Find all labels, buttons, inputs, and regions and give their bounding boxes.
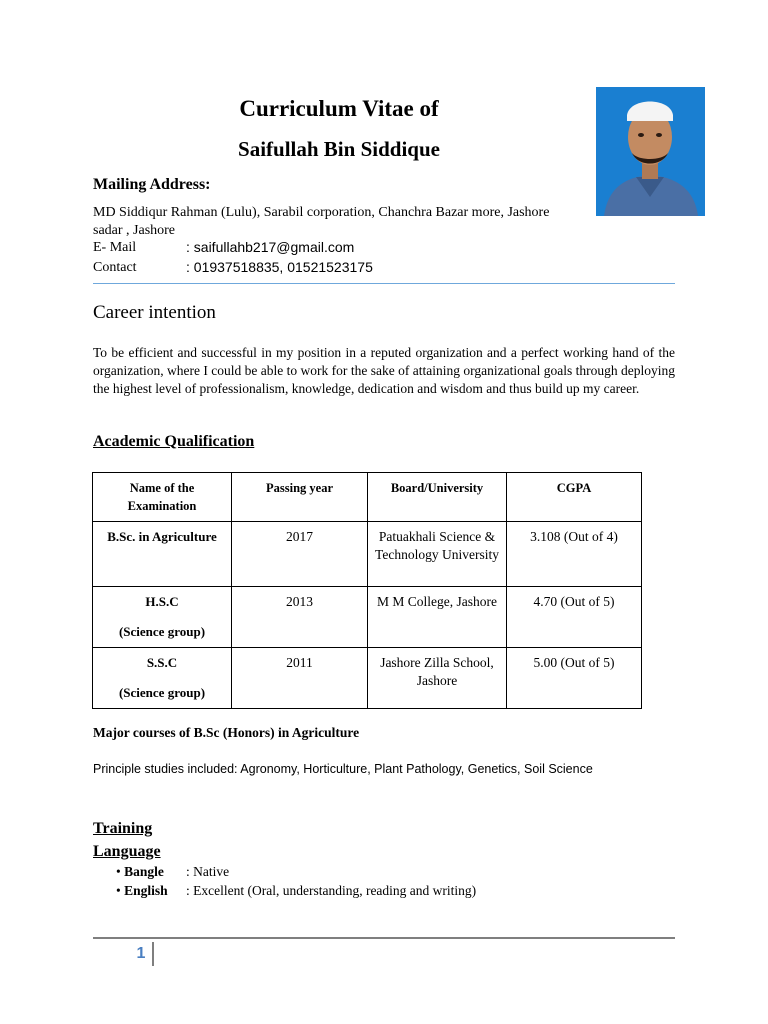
mailing-address-heading: Mailing Address: xyxy=(93,176,211,193)
table-row xyxy=(93,648,642,709)
board-university: Jashore Zilla School, Jashore xyxy=(368,648,507,709)
career-intention-heading: Career intention xyxy=(93,302,216,323)
address-line-2: sadar , Jashore xyxy=(93,223,176,238)
cv-name: Saifullah Bin Siddique xyxy=(238,137,440,161)
language-item xyxy=(116,864,164,880)
profile-photo xyxy=(596,87,705,216)
email-label: E- Mail xyxy=(93,240,137,255)
table-row xyxy=(93,522,642,587)
email-value: : saifullahb217@gmail.com xyxy=(186,239,355,255)
bullet-icon: • xyxy=(116,883,121,898)
passing-year: 2013 xyxy=(232,587,368,648)
column-header: CGPA xyxy=(507,473,642,522)
table-header-row xyxy=(93,473,642,522)
cgpa: 3.108 (Out of 4) xyxy=(507,522,642,587)
page-number: 1 xyxy=(130,942,154,966)
table-row xyxy=(93,587,642,648)
address-line-1: MD Siddiqur Rahman (Lulu), Sarabil corporation, Chanchra Bazar more, Jashore xyxy=(93,205,550,220)
exam-name: S.S.C (Science group) xyxy=(93,648,232,709)
major-courses-text: Principle studies included: Agronomy, Horticulture, Plant Pathology, Genetics, Soil Science xyxy=(93,762,593,776)
academic-table xyxy=(92,472,642,709)
board-university: M M College, Jashore xyxy=(368,587,507,648)
header-divider xyxy=(93,283,675,284)
career-intention-text: To be efficient and successful in my position in a reputed organization and a perfect working hand of the organization, where I could be able to work for the sake of attaining organizational goals through deploying the highest level of professionalism, knowledge, dedication and wisdom and thus build up my career. xyxy=(93,345,675,396)
board-university: Patuakhali Science & Technology University xyxy=(368,522,507,587)
footer-divider xyxy=(93,937,675,939)
column-header: Board/University xyxy=(368,473,507,522)
mailing-address xyxy=(93,204,593,240)
exam-name: H.S.C (Science group) xyxy=(93,587,232,648)
column-header: Name of the Examination xyxy=(93,473,232,522)
language-name: Bangle xyxy=(124,864,164,879)
language-level: : Native xyxy=(186,864,230,879)
passing-year: 2017 xyxy=(232,522,368,587)
contact-value: : 01937518835, 01521523175 xyxy=(186,259,373,275)
cgpa: 4.70 (Out of 5) xyxy=(507,587,642,648)
language-name: English xyxy=(124,883,168,898)
person-portrait-icon xyxy=(596,87,705,216)
academic-qualification-heading: Academic Qualification xyxy=(93,433,255,450)
cv-title: Curriculum Vitae of xyxy=(239,96,439,121)
language-item xyxy=(116,883,168,899)
column-header: Passing year xyxy=(232,473,368,522)
passing-year: 2011 xyxy=(232,648,368,709)
major-courses-heading: Major courses of B.Sc (Honors) in Agriculture xyxy=(93,725,360,740)
exam-name: B.Sc. in Agriculture xyxy=(93,522,232,587)
training-heading: Training xyxy=(93,820,153,837)
bullet-icon: • xyxy=(116,864,121,879)
language-heading: Language xyxy=(93,843,161,860)
language-level: : Excellent (Oral, understanding, reading and writing) xyxy=(186,883,477,898)
contact-label: Contact xyxy=(93,260,137,275)
cgpa: 5.00 (Out of 5) xyxy=(507,648,642,709)
